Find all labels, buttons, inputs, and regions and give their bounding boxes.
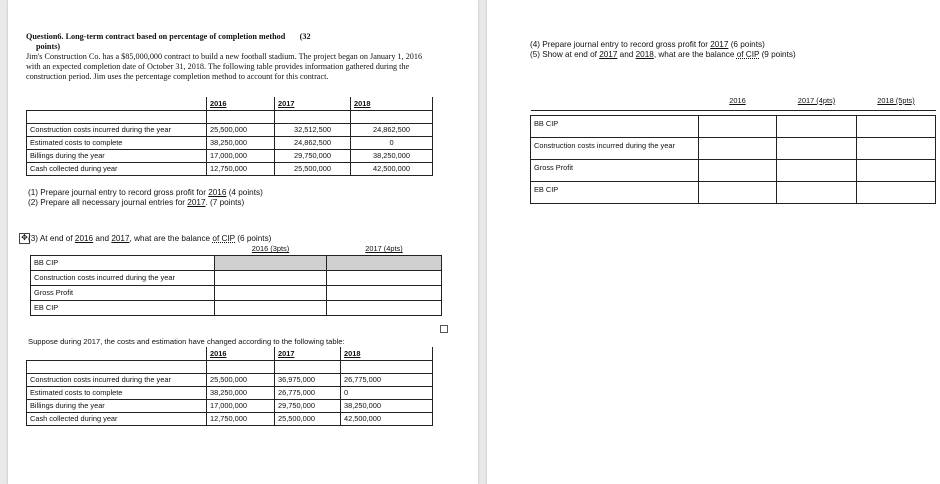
part-4: (4) Prepare journal entry to record gross profit for 2017 (6 points) [530,40,765,49]
answer-table-q3 [30,243,442,316]
question-intro: Jim's Construction Co. has a $85,000,000 contract to build a new football stadium. The project began on January 1, 2016 with an expected completion date of October 31, 2018. The following table provides information gathered during the construction period. Jim uses the percentage completion method to account for this contract. [26,52,423,81]
cell-value: 25,500,000 [207,373,275,386]
row-label: EB CIP [531,181,699,203]
cell-value: 38,250,000 [341,399,433,412]
parts-4-5 [530,40,796,61]
table-row [31,285,442,300]
answer-cell[interactable] [777,181,857,203]
row-label: Cash collected during year [27,412,207,425]
year-header: 2017 [275,347,341,360]
table-row [31,300,442,315]
cell-value: 17,000,000 [207,149,275,162]
cell-value: 29,750,000 [275,399,341,412]
cell-value: 29,750,000 [275,149,351,162]
answer-cell[interactable] [215,255,327,270]
cell-value: 25,500,000 [207,123,275,136]
cell-value: 12,750,000 [207,162,275,175]
row-label: Estimated costs to complete [27,386,207,399]
table-row [27,123,433,136]
cell-value: 25,500,000 [275,412,341,425]
table-resize-handle[interactable] [440,325,448,333]
cell-value: 26,775,000 [341,373,433,386]
answer-cell[interactable] [699,181,777,203]
cell-value: 0 [341,386,433,399]
cell-value: 36,975,000 [275,373,341,386]
cell-value: 0 [351,136,433,149]
answer-cell[interactable] [699,115,777,137]
data-table-revised [26,347,433,426]
table-row [531,115,936,137]
table-row [27,162,433,175]
row-label: Billings during the year [27,399,207,412]
cell-value: 38,250,000 [207,136,275,149]
answer-cell[interactable] [215,285,327,300]
answer-cell[interactable] [327,270,442,285]
table-move-handle-icon[interactable]: ✥ [19,233,30,244]
row-label: Estimated costs to complete [27,136,207,149]
part-5: (5) Show at end of 2017 and 2018, what are the balance of CIP (9 points) [530,50,796,60]
cell-value: 24,862,500 [275,136,351,149]
row-label: Billings during the year [27,149,207,162]
answer-cell[interactable] [327,255,442,270]
year-header: 2016 [207,97,275,110]
answer-cell[interactable] [699,137,777,159]
cell-value: 26,775,000 [275,386,341,399]
answer-cell[interactable] [857,137,936,159]
document-page-right [487,0,940,484]
col-header: 2016 (3pts) [251,244,290,254]
answer-cell[interactable] [327,300,442,315]
answer-table-q5 [530,96,936,204]
part-2: (2) Prepare all necessary journal entries for 2017. (7 points) [28,197,245,207]
year-header: 2018 [341,347,433,360]
row-label: BB CIP [31,255,215,270]
answer-cell[interactable] [857,159,936,181]
year-header: 2018 [351,97,433,110]
question-points: (32 [299,32,311,41]
row-label: Gross Profit [31,285,215,300]
table-row [531,159,936,181]
row-label: Cash collected during year [27,162,207,175]
year-header: 2017 [275,97,351,110]
part-3: (3) At end of 2016 and 2017, what are the balance of CIP (6 points) [28,234,272,243]
col-header: 2017 (4pts) [365,244,403,254]
row-label: Construction costs incurred during the year [31,270,215,285]
cell-value: 12,750,000 [207,412,275,425]
table-row [27,412,433,425]
question-title-text: Question6. Long-term contract based on percentage of completion method [26,32,286,41]
row-label: Construction costs incurred during the year [531,137,699,159]
table-row [31,270,442,285]
question-title [26,32,466,53]
data-table-original [26,97,433,176]
answer-cell[interactable] [215,300,327,315]
question-points-cont: points) [36,42,61,52]
cell-value: 42,500,000 [341,412,433,425]
cell-value: 17,000,000 [207,399,275,412]
cell-value: 24,862,500 [351,123,433,136]
table-row [531,137,936,159]
parts-1-2 [28,188,263,208]
year-header: 2016 [207,347,275,360]
answer-cell[interactable] [777,159,857,181]
row-label: EB CIP [31,300,215,315]
cell-value: 32,512,500 [275,123,351,136]
table-row [31,255,442,270]
cell-value: 38,250,000 [207,386,275,399]
cell-value: 38,250,000 [351,149,433,162]
row-label: Gross Profit [531,159,699,181]
document-page-left [8,0,478,484]
cell-value: 25,500,000 [275,162,351,175]
part-1: (1) Prepare journal entry to record gross profit for 2016 (4 points) [28,188,263,197]
table-row [27,373,433,386]
col-header: 2017 (4pts) [777,96,857,110]
answer-cell[interactable] [327,285,442,300]
row-label: Construction costs incurred during the year [27,373,207,386]
col-header: 2016 [699,96,777,110]
row-label: BB CIP [531,115,699,137]
table-row [27,136,433,149]
table-row [531,181,936,203]
answer-cell[interactable] [777,137,857,159]
col-header: 2018 (5pts) [857,96,936,110]
answer-cell[interactable] [215,270,327,285]
answer-cell[interactable] [699,159,777,181]
table-row [27,149,433,162]
answer-cell[interactable] [777,115,857,137]
cell-value: 42,500,000 [351,162,433,175]
answer-cell[interactable] [857,115,936,137]
table-row [27,386,433,399]
row-label: Construction costs incurred during the year [27,123,207,136]
suppose-text: Suppose during 2017, the costs and estimation have changed according to the following table: [28,337,345,346]
table-row [27,399,433,412]
answer-cell[interactable] [857,181,936,203]
